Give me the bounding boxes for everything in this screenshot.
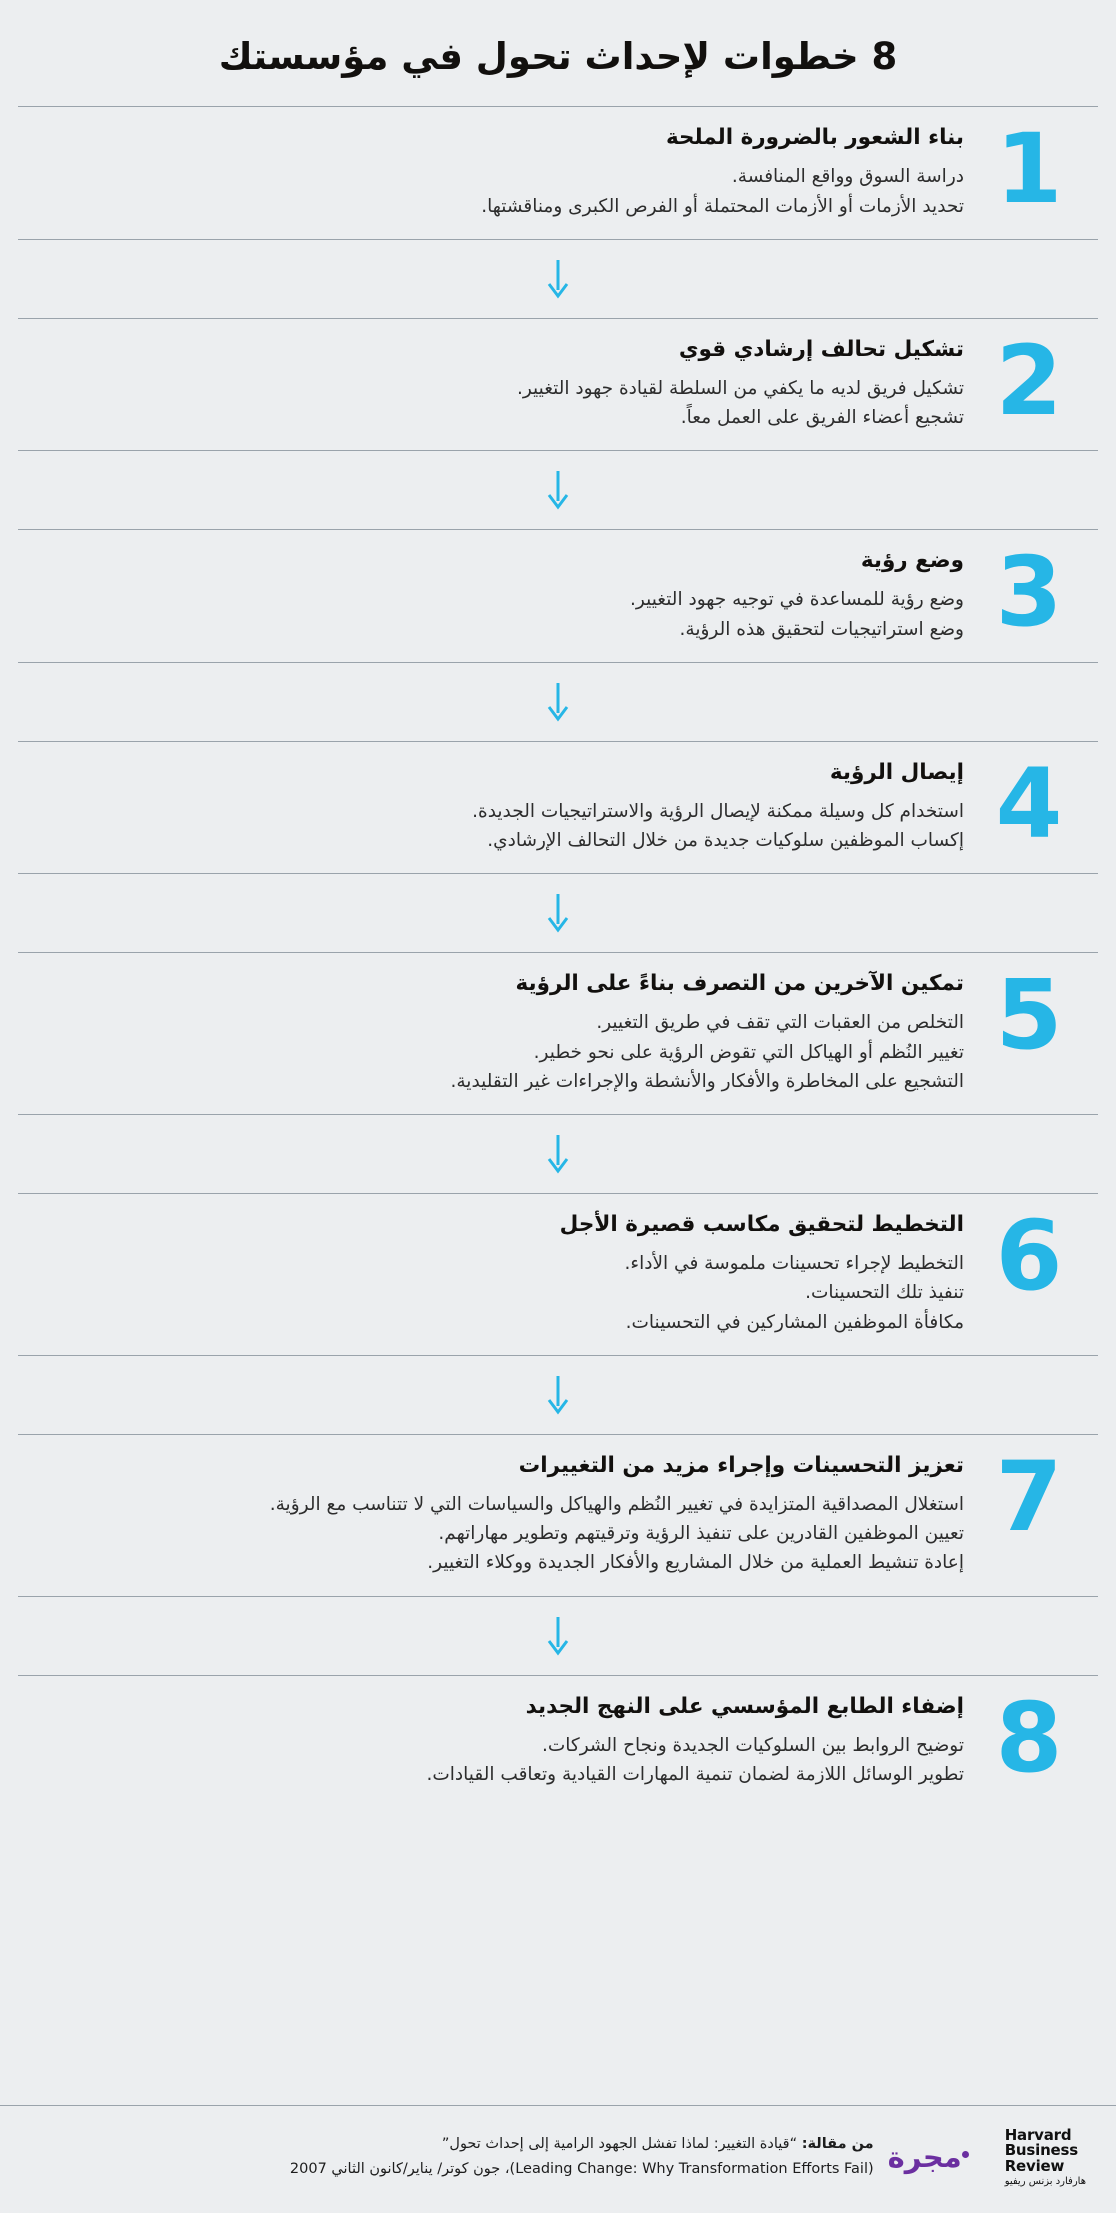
majarra-logo — [887, 2139, 971, 2174]
step-text — [28, 1692, 970, 1790]
page-title: 8 خطوات لإحداث تحول في مؤسستك — [218, 35, 898, 78]
step-text — [28, 1451, 970, 1578]
step-detail-line: توضيح الروابط بين السلوكيات الجديدة ونجاح الشركات. — [541, 1734, 964, 1756]
step-number: 8 — [995, 1681, 1063, 1794]
title-bar — [0, 0, 1116, 106]
hbr-line-2: Business — [1004, 2141, 1078, 2160]
step-text — [28, 1210, 970, 1337]
arrow-down-icon — [0, 1597, 1116, 1675]
step-heading: تمكين الآخرين من التصرف بناءً على الرؤية — [515, 971, 964, 997]
step-number: 7 — [995, 1440, 1063, 1553]
source-line-1 — [30, 2132, 874, 2157]
footer — [0, 2105, 1116, 2213]
step-row — [18, 1194, 1098, 1355]
step-detail-line: تنفيذ تلك التحسينات. — [805, 1282, 964, 1304]
step-number: 6 — [995, 1200, 1063, 1313]
step-detail-line: تشكيل فريق لديه ما يكفي من السلطة لقيادة جهود التغيير. — [516, 377, 964, 399]
source-line-2: (Leading Change: Why Transformation Efforts Fail)، جون كوتر/ يناير/كانون الثاني 2007 — [289, 2161, 874, 2178]
step-block — [0, 1676, 1116, 1808]
step-text — [28, 335, 970, 433]
hbr-logo — [1004, 2125, 1086, 2187]
step-number: 1 — [995, 113, 1063, 226]
step-heading: إيصال الرؤية — [829, 759, 964, 785]
step-block — [0, 319, 1116, 451]
step-row — [18, 107, 1098, 239]
step-detail-line: استخدام كل وسيلة ممكنة لإيصال الرؤية والاستراتيجيات الجديدة. — [472, 800, 964, 822]
step-text — [28, 546, 970, 644]
step-block — [0, 1435, 1116, 1596]
step-row — [18, 742, 1098, 874]
majarra-dot-icon — [962, 2151, 969, 2158]
step-block — [0, 1194, 1116, 1355]
step-row — [18, 953, 1098, 1114]
step-block — [0, 742, 1116, 874]
source-citation — [30, 2132, 878, 2183]
step-detail-line: التشجيع على المخاطرة والأفكار والأنشطة والإجراءات غير التقليدية. — [450, 1070, 964, 1092]
step-number: 5 — [995, 959, 1063, 1072]
step-detail-line: التخلص من العقبات التي تقف في طريق التغيير. — [596, 1012, 964, 1034]
hbr-arabic-name: هارفارد بزنس ريفيو — [1004, 2175, 1086, 2187]
step-detail-line: إعادة تنشيط العملية من خلال المشاريع والأفكار الجديدة ووكلاء التغيير. — [427, 1552, 964, 1574]
source-title: “قيادة التغيير: لماذا تفشل الجهود الرامية إلى إحداث تحول” — [441, 2136, 798, 2153]
step-number: 2 — [995, 324, 1063, 437]
step-text — [28, 123, 970, 221]
step-detail-line: مكافأة الموظفين المشاركين في التحسينات. — [625, 1311, 964, 1333]
step-detail-line: إكساب الموظفين سلوكيات جديدة من خلال التحالف الإرشادي. — [487, 830, 964, 852]
step-heading: بناء الشعور بالضرورة الملحة — [665, 125, 964, 151]
step-text — [28, 969, 970, 1096]
arrow-down-icon — [0, 663, 1116, 741]
hbr-line-3: Review — [1004, 2157, 1065, 2176]
arrow-down-icon — [0, 240, 1116, 318]
step-detail-line: وضع رؤية للمساعدة في توجيه جهود التغيير. — [630, 589, 964, 611]
step-row — [18, 1676, 1098, 1808]
arrow-down-icon — [0, 1115, 1116, 1193]
step-block — [0, 953, 1116, 1114]
step-detail-line: دراسة السوق وواقع المنافسة. — [731, 166, 964, 188]
step-heading: إضفاء الطابع المؤسسي على النهج الجديد — [525, 1693, 964, 1719]
step-detail-line: التخطيط لإجراء تحسينات ملموسة في الأداء. — [624, 1253, 964, 1275]
step-row — [18, 1435, 1098, 1596]
step-block — [0, 530, 1116, 662]
step-heading: تشكيل تحالف إرشادي قوي — [678, 336, 964, 362]
step-number: 3 — [995, 536, 1063, 649]
step-text — [28, 758, 970, 856]
majarra-wordmark: مجرة — [887, 2139, 962, 2174]
brand-logos — [878, 2125, 1086, 2187]
source-label: من مقالة: — [801, 2136, 874, 2153]
step-detail-line: تغيير النُظم أو الهياكل التي تقوض الرؤية على نحو خطير. — [533, 1041, 964, 1063]
step-detail-line: استغلال المصداقية المتزايدة في تغيير النُظم والهياكل والسياسات التي لا تتناسب مع الرؤية. — [269, 1493, 964, 1515]
arrow-down-icon — [0, 874, 1116, 952]
step-row — [18, 530, 1098, 662]
arrow-down-icon — [0, 451, 1116, 529]
step-row — [18, 319, 1098, 451]
step-detail-line: تشجيع أعضاء الفريق على العمل معاً. — [680, 407, 964, 429]
steps-list — [0, 106, 1116, 2099]
step-heading: التخطيط لتحقيق مكاسب قصيرة الأجل — [559, 1212, 964, 1238]
hbr-line-1: Harvard — [1004, 2125, 1072, 2144]
step-detail-line: تعيين الموظفين القادرين على تنفيذ الرؤية وترقيتهم وتطوير مهاراتهم. — [438, 1523, 964, 1545]
step-detail-line: تطوير الوسائل اللازمة لضمان تنمية المهارات القيادية وتعاقب القيادات. — [426, 1763, 964, 1785]
step-number: 4 — [995, 747, 1063, 860]
step-detail-line: تحديد الأزمات أو الأزمات المحتملة أو الفرص الكبرى ومناقشتها. — [481, 195, 964, 217]
step-detail-line: وضع استراتيجيات لتحقيق هذه الرؤية. — [679, 618, 964, 640]
step-heading: وضع رؤية — [860, 548, 964, 574]
arrow-down-icon — [0, 1356, 1116, 1434]
step-block — [0, 107, 1116, 239]
step-heading: تعزيز التحسينات وإجراء مزيد من التغييرات — [518, 1452, 964, 1478]
